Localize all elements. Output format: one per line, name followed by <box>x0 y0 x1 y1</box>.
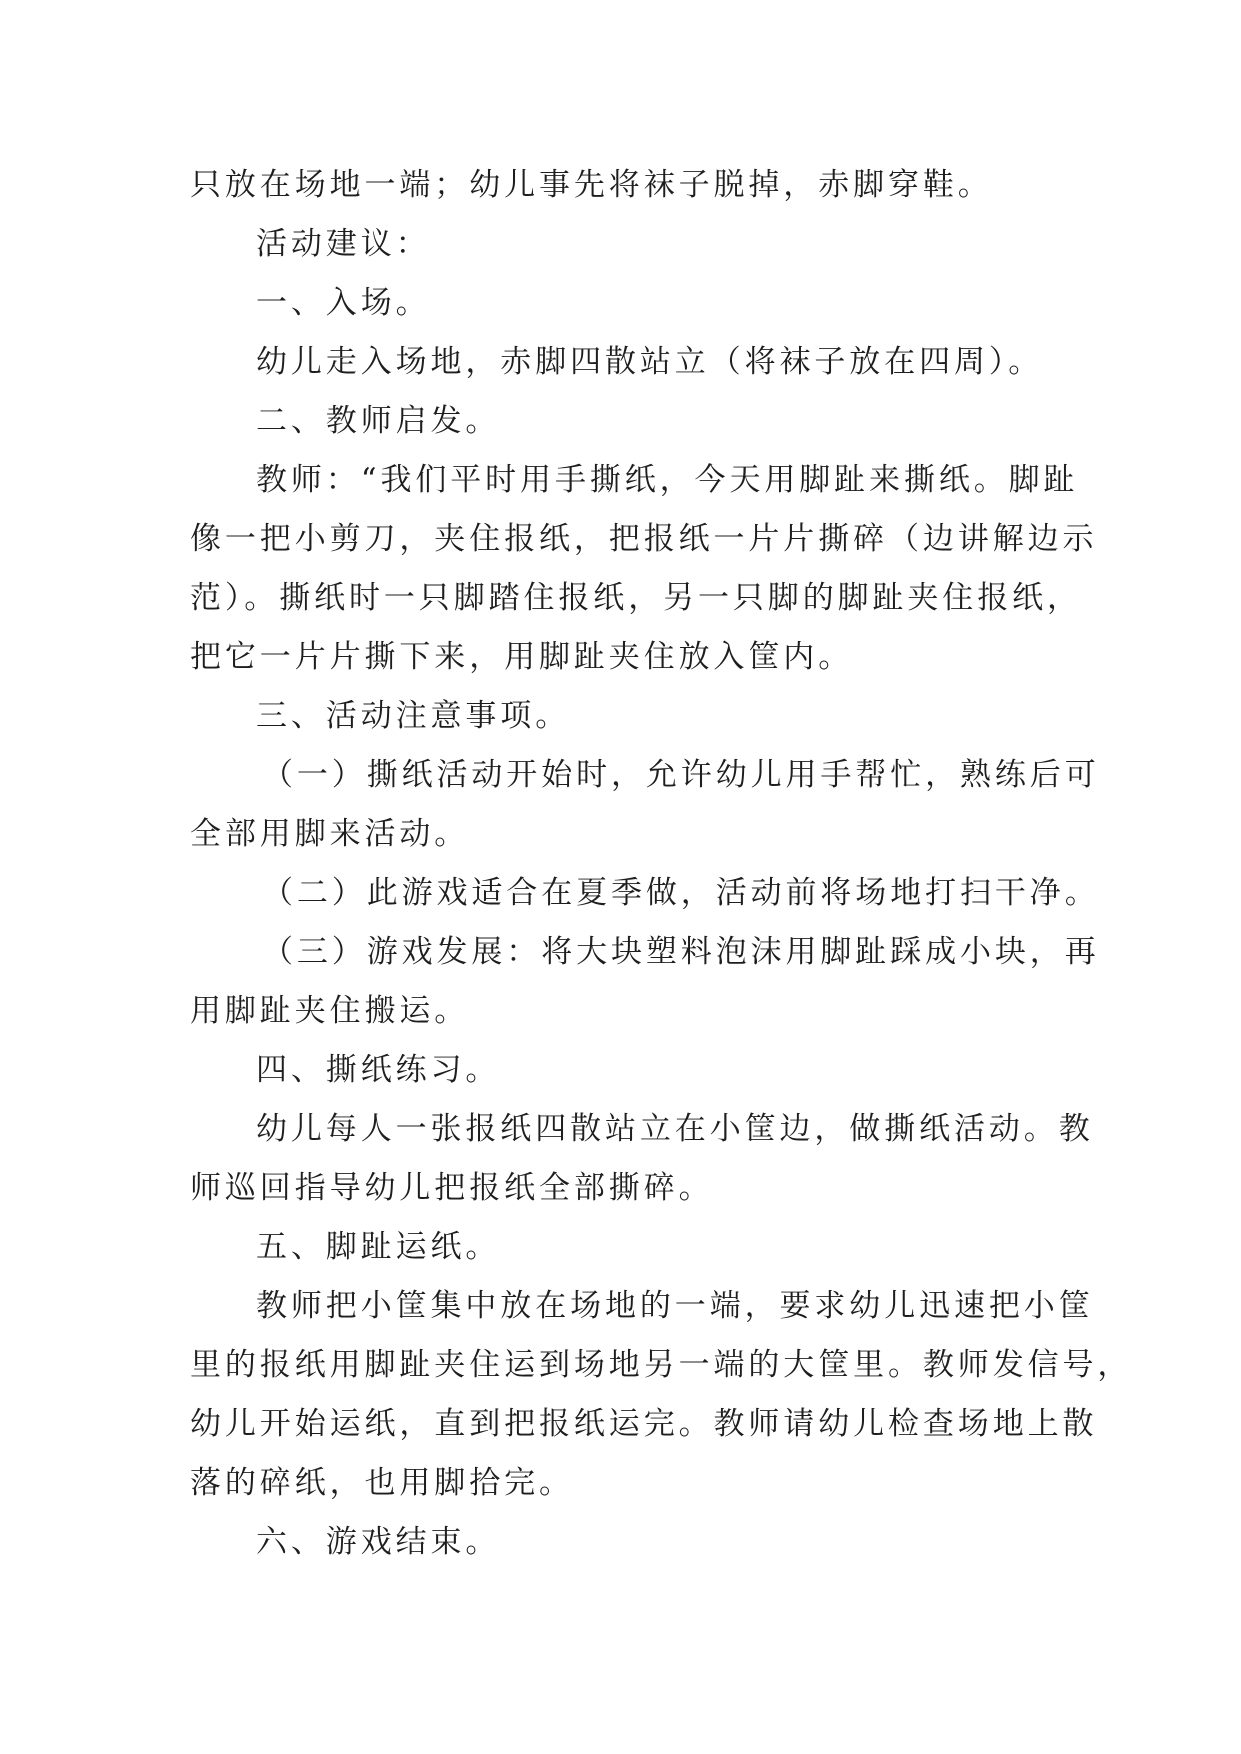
text-line-16: 四、撕纸练习。 <box>256 1052 501 1088</box>
text-line-23: 落的碎纸，也用脚拾完。 <box>190 1465 574 1501</box>
text-line-18: 师巡回指导幼儿把报纸全部撕碎。 <box>190 1170 714 1206</box>
text-line-1: 只放在场地一端；幼儿事先将袜子脱掉，赤脚穿鞋。 <box>190 167 993 203</box>
text-line-15: 用脚趾夹住搬运。 <box>190 993 470 1029</box>
text-line-5: 二、教师启发。 <box>256 403 501 439</box>
text-line-14: （三）游戏发展：将大块塑料泡沫用脚趾踩成小块，再 <box>262 934 1100 970</box>
text-line-17: 幼儿每人一张报纸四散站立在小筐边，做撕纸活动。教 <box>256 1111 1094 1147</box>
text-line-21: 里的报纸用脚趾夹住运到场地另一端的大筐里。教师发信号， <box>190 1347 1133 1383</box>
text-line-11: （一）撕纸活动开始时，允许幼儿用手帮忙，熟练后可 <box>262 757 1100 793</box>
text-line-19: 五、脚趾运纸。 <box>256 1229 501 1265</box>
text-line-2: 活动建议： <box>256 226 431 262</box>
text-line-20: 教师把小筐集中放在场地的一端，要求幼儿迅速把小筐 <box>256 1288 1094 1324</box>
text-line-4: 幼儿走入场地，赤脚四散站立（将袜子放在四周）。 <box>256 344 1044 380</box>
text-line-10: 三、活动注意事项。 <box>256 698 571 734</box>
text-line-24: 六、游戏结束。 <box>256 1524 501 1560</box>
text-line-6: 教师：“我们平时用手撕纸，今天用脚趾来撕纸。脚趾 <box>256 462 1079 498</box>
text-line-13: （二）此游戏适合在夏季做，活动前将场地打扫干净。 <box>262 875 1100 911</box>
text-line-3: 一、入场。 <box>256 285 431 321</box>
text-line-12: 全部用脚来活动。 <box>190 816 470 852</box>
text-line-8: 范）。撕纸时一只脚踏住报纸，另一只脚的脚趾夹住报纸， <box>190 580 1082 616</box>
text-line-9: 把它一片片撕下来，用脚趾夹住放入筐内。 <box>190 639 854 675</box>
text-line-7: 像一把小剪刀，夹住报纸，把报纸一片片撕碎（边讲解边示 <box>190 521 1098 557</box>
text-line-22: 幼儿开始运纸，直到把报纸运完。教师请幼儿检查场地上散 <box>190 1406 1098 1442</box>
